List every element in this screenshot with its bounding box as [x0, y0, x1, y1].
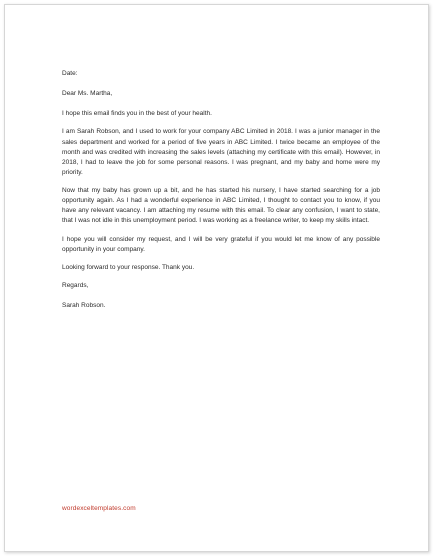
paragraph-hope: I hope you will consider my request, and I will be very grateful if you would let me know of any possible opportunity in your company. — [62, 235, 380, 253]
paragraph-greeting: I hope this email finds you in the best of your health. — [62, 110, 212, 118]
paragraph-closing-line: Looking forward to your response. Thank you. — [62, 264, 195, 272]
signature: Sarah Robson. — [62, 302, 106, 310]
salutation: Dear Ms. Martha, — [62, 90, 113, 98]
closing: Regards, — [62, 282, 89, 290]
date-label: Date: — [62, 70, 78, 77]
document-page — [4, 4, 429, 552]
paragraph-background: I am Sarah Robson, and I used to work for your company ABC Limited in 2018. I was a junior manager in the sales department and worked for a period of five years in ABC Limited. I twice became an employee of the month and was credited with increasing the sales levels (attaching my certificate with this email). However, in 2018, I had to leave the job for some personal reasons. I was pregnant, and my baby and home were my priority. — [62, 128, 380, 176]
footer-website-link[interactable]: wordexceltemplates.com — [62, 505, 136, 512]
letter-body — [62, 69, 380, 322]
paragraph-request: Now that my baby has grown up a bit, and he has started his nursery, I have started searching for a job opportunity again. As I had a wonderful experience in ABC Limited, I thought to contact you to know, if you have any relevant vacancy. I am attaching my resume with this email. To clear any confusion, I want to state, that I was not idle in this unemployment period. I was working as a freelance writer, to keep my skills intact. — [62, 187, 380, 225]
